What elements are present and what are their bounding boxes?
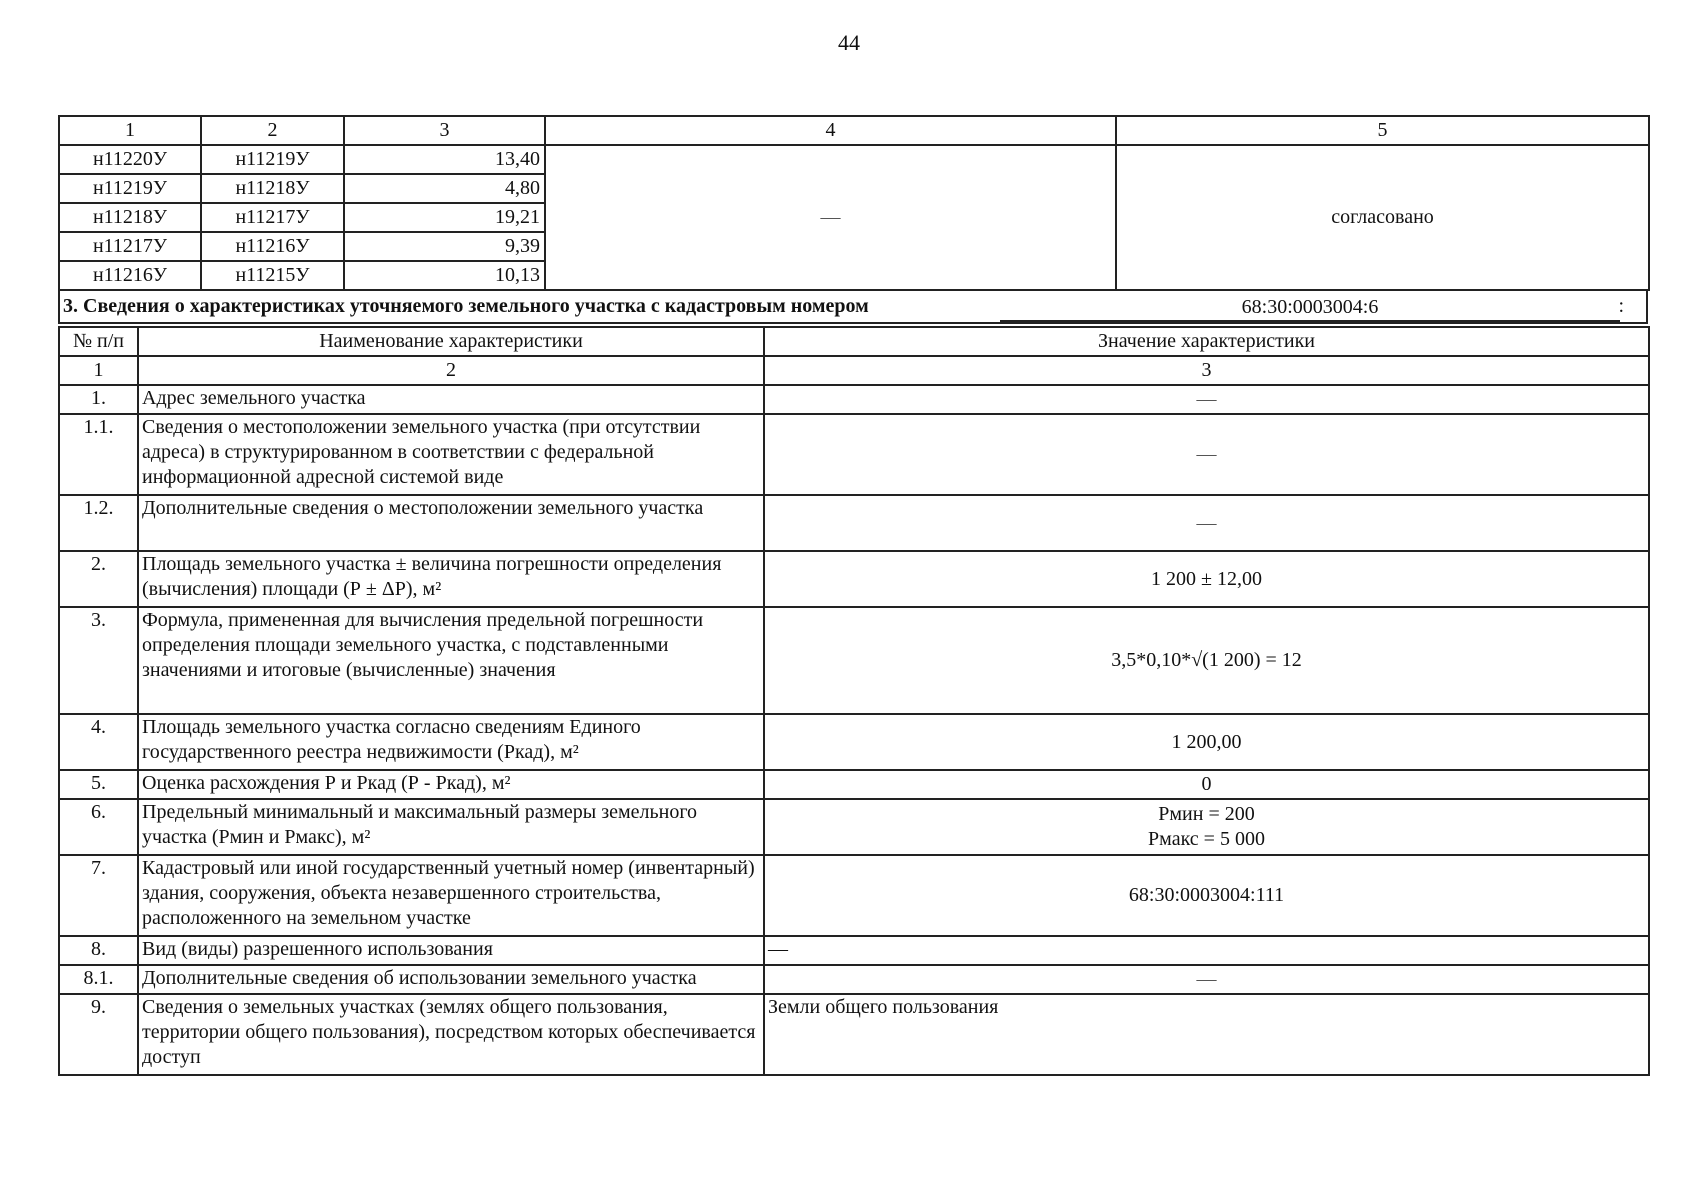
segment-from: н11216У [59,261,201,290]
table-row [59,551,1649,607]
row-name: Оценка расхождения Р и Ркад (Р - Ркад), м² [138,770,764,799]
characteristics-table [58,326,1650,1076]
segment-to: н11218У [201,174,344,203]
row-name: Дополнительные сведения об использовании земельного участка [138,965,764,994]
subheader-2: 2 [138,356,764,385]
row-num: 8.1. [59,965,138,994]
table-row [59,936,1649,965]
characteristics-subheader-row [59,356,1649,385]
row-num: 6. [59,799,138,855]
table-row [59,965,1649,994]
row-name: Кадастровый или иной государственный учетный номер (инвентарный) здания, сооружения, объекта незавершенного строительства, расположенного на земельном участке [138,855,764,936]
segment-length: 10,13 [344,261,545,290]
table-row [59,799,1649,855]
header-name: Наименование характеристики [138,327,764,356]
row-name: Адрес земельного участка [138,385,764,414]
row-num: 3. [59,607,138,714]
row-value: — [764,414,1649,495]
segments-header-row [59,116,1649,145]
row-value-pair [764,799,1649,855]
segments-header-1: 1 [59,116,201,145]
segment-to: н11215У [201,261,344,290]
row-value: 1 200 ± 12,00 [764,551,1649,607]
segment-length: 13,40 [344,145,545,174]
table-row [59,855,1649,936]
table-row [59,495,1649,551]
row-num: 9. [59,994,138,1075]
header-num: № п/п [59,327,138,356]
segments-header-5: 5 [1116,116,1649,145]
row-value: — [764,385,1649,414]
row-num: 1.1. [59,414,138,495]
segment-from: н11217У [59,232,201,261]
row-name: Дополнительные сведения о местоположении земельного участка [138,495,764,551]
row-num: 7. [59,855,138,936]
row-name: Предельный минимальный и максимальный размеры земельного участка (Рмин и Рмакс), м² [138,799,764,855]
section3-title: 3. Сведения о характеристиках уточняемого земельного участка с кадастровым номером [63,294,869,317]
row-value-max: Рмакс = 5 000 [1148,828,1265,850]
row-name: Площадь земельного участка согласно сведениям Единого государственного реестра недвижимости (Ркад), м² [138,714,764,770]
row-value: — [764,965,1649,994]
segments-header-3: 3 [344,116,545,145]
row-value: 68:30:0003004:111 [764,855,1649,936]
section3-title-cell [59,290,1647,323]
row-num: 4. [59,714,138,770]
row-value-min: Рмин = 200 [1158,803,1255,825]
row-value: — [764,495,1649,551]
row-name: Площадь земельного участка ± величина погрешности определения (вычисления) площади (Р ± ΔР), м² [138,551,764,607]
segment-from: н11220У [59,145,201,174]
row-num: 2. [59,551,138,607]
row-num: 5. [59,770,138,799]
table-row [59,385,1649,414]
header-value: Значение характеристики [764,327,1649,356]
segment-length: 19,21 [344,203,545,232]
segment-length: 9,39 [344,232,545,261]
row-value: 1 200,00 [764,714,1649,770]
row-value: 0 [764,770,1649,799]
segment-to: н11219У [201,145,344,174]
page-number: 44 [838,30,860,55]
segment-from: н11218У [59,203,201,232]
row-name: Сведения о земельных участках (землях общего пользования, территории общего пользования), посредством которых обеспечивается доступ [138,994,764,1075]
table-row [59,145,1649,174]
table-row [59,770,1649,799]
table-row [59,414,1649,495]
subheader-1: 1 [59,356,138,385]
characteristics-header-row [59,327,1649,356]
row-value: — [764,936,1649,965]
segment-to: н11216У [201,232,344,261]
row-name: Сведения о местоположении земельного участка (при отсутствии адреса) в структурированном в соответствии с федеральной информационной адресной системой виде [138,414,764,495]
table-row [59,714,1649,770]
table-row [59,994,1649,1075]
row-num: 1.2. [59,495,138,551]
segment-length: 4,80 [344,174,545,203]
segments-table [58,115,1650,291]
row-value: Земли общего пользования [764,994,1649,1075]
row-name: Вид (виды) разрешенного использования [138,936,764,965]
segments-col4-value: — [545,145,1116,290]
segments-header-4: 4 [545,116,1116,145]
section3-colon: : [1618,295,1624,317]
row-name: Формула, примененная для вычисления предельной погрешности определения площади земельного участка, с подставленными значениями и итоговые (вычисленные) значения [138,607,764,714]
row-num: 8. [59,936,138,965]
row-value: 3,5*0,10*√(1 200) = 12 [764,607,1649,714]
cadastral-number: 68:30:0003004:6 [1000,294,1620,322]
segments-header-2: 2 [201,116,344,145]
table-row [59,607,1649,714]
section3-title-table [58,290,1648,324]
segment-from: н11219У [59,174,201,203]
segment-to: н11217У [201,203,344,232]
subheader-3: 3 [764,356,1649,385]
row-num: 1. [59,385,138,414]
segments-col5-value: согласовано [1116,145,1649,290]
